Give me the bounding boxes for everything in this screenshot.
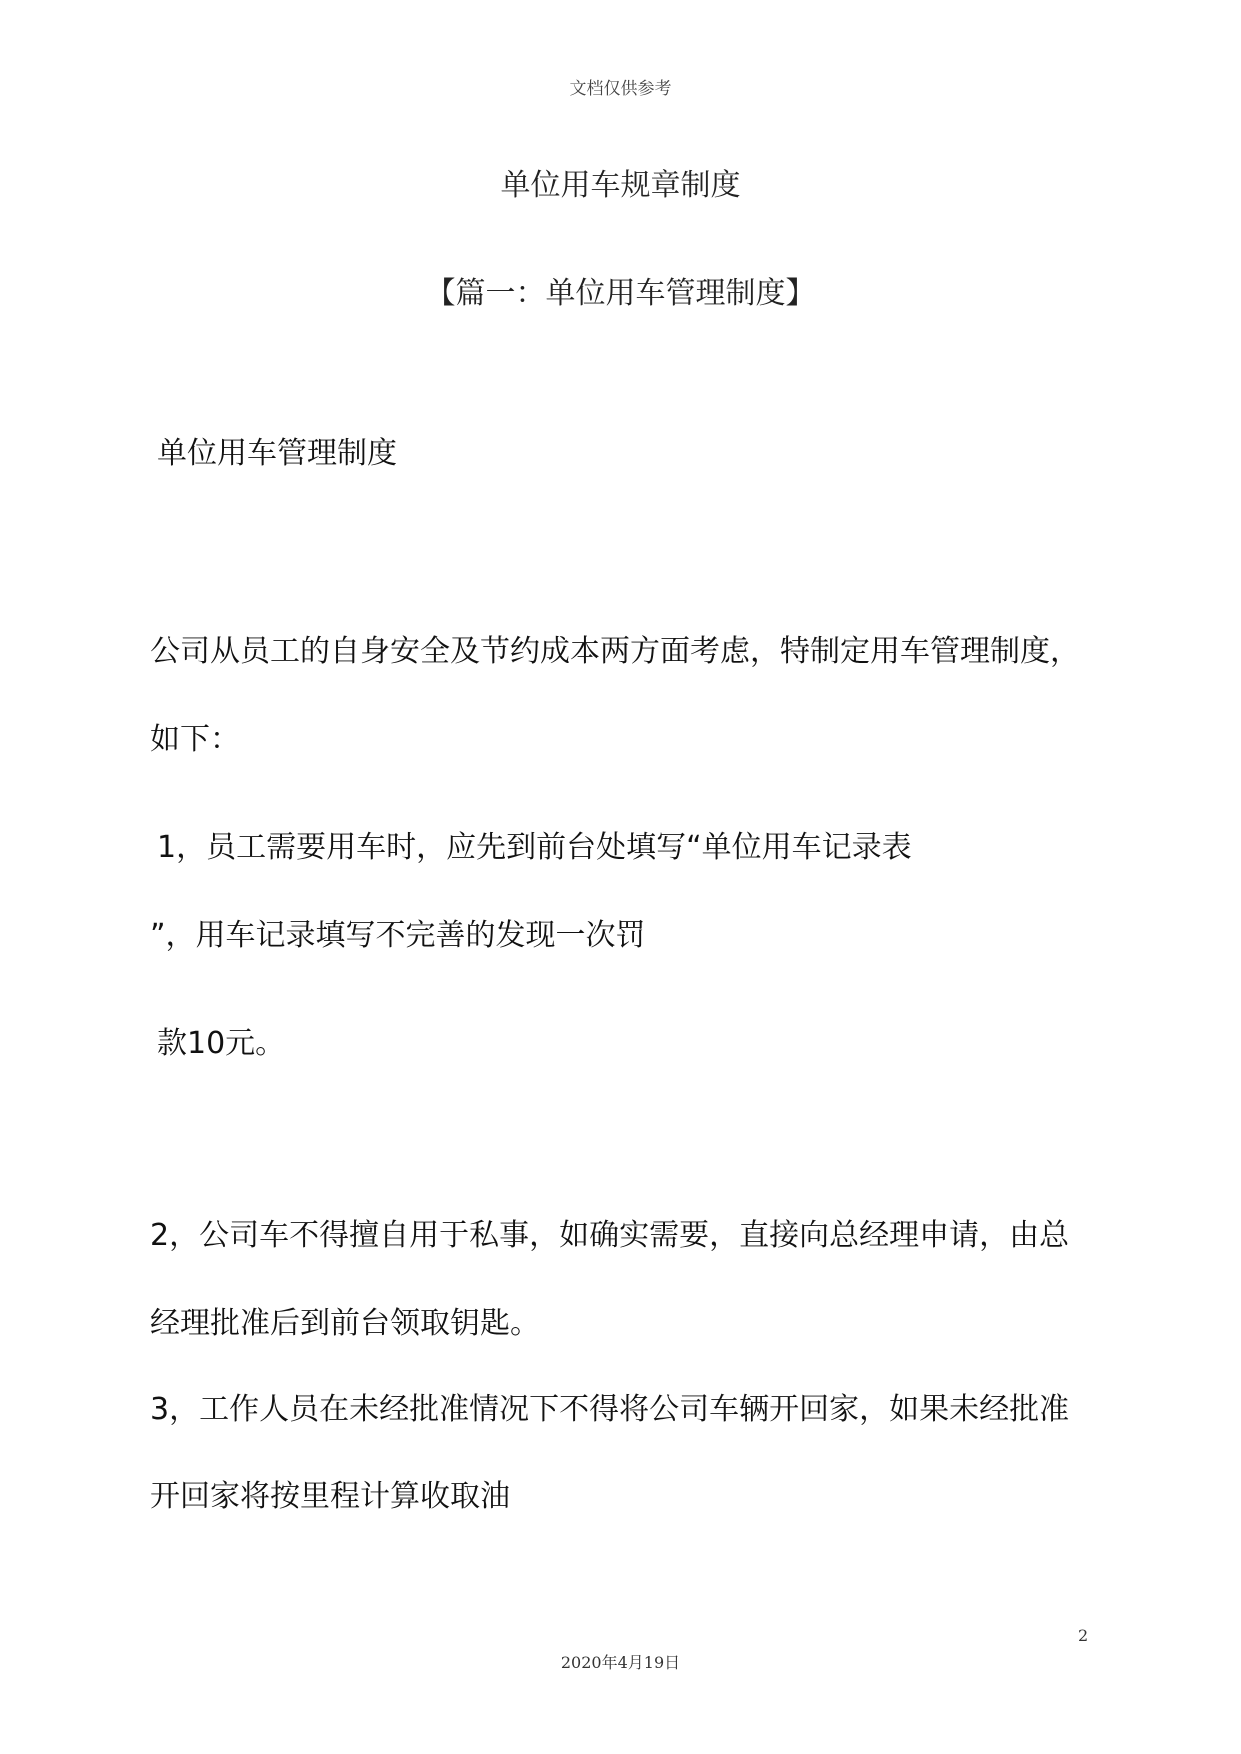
paragraph-line: 1，员工需要用车时，应先到前台处填写“单位用车记录表	[157, 830, 912, 865]
paragraph-line: 款10元。	[157, 1026, 286, 1061]
subheading: 单位用车管理制度	[157, 436, 397, 471]
paragraph-line: 如下：	[150, 722, 240, 757]
paragraph-line: 2，公司车不得擅自用于私事，如确实需要，直接向总经理申请，由总	[150, 1218, 1070, 1253]
footer-date: 2020年4月19日	[560, 1653, 681, 1672]
section-title: 【篇一：单位用车管理制度】	[425, 276, 816, 311]
header-note: 文档仅供参考	[569, 79, 672, 99]
page-number: 2	[1078, 1626, 1089, 1645]
paragraph-line: 开回家将按里程计算收取油	[150, 1479, 510, 1514]
paragraph-line: 公司从员工的自身安全及节约成本两方面考虑，特制定用车管理制度，	[150, 634, 1080, 669]
paragraph-line: 3，工作人员在未经批准情况下不得将公司车辆开回家，如果未经批准	[150, 1392, 1070, 1427]
document-title: 单位用车规章制度	[500, 168, 741, 203]
paragraph-line: ”，用车记录填写不完善的发现一次罚	[150, 918, 646, 953]
paragraph-line: 经理批准后到前台领取钥匙。	[150, 1306, 540, 1341]
